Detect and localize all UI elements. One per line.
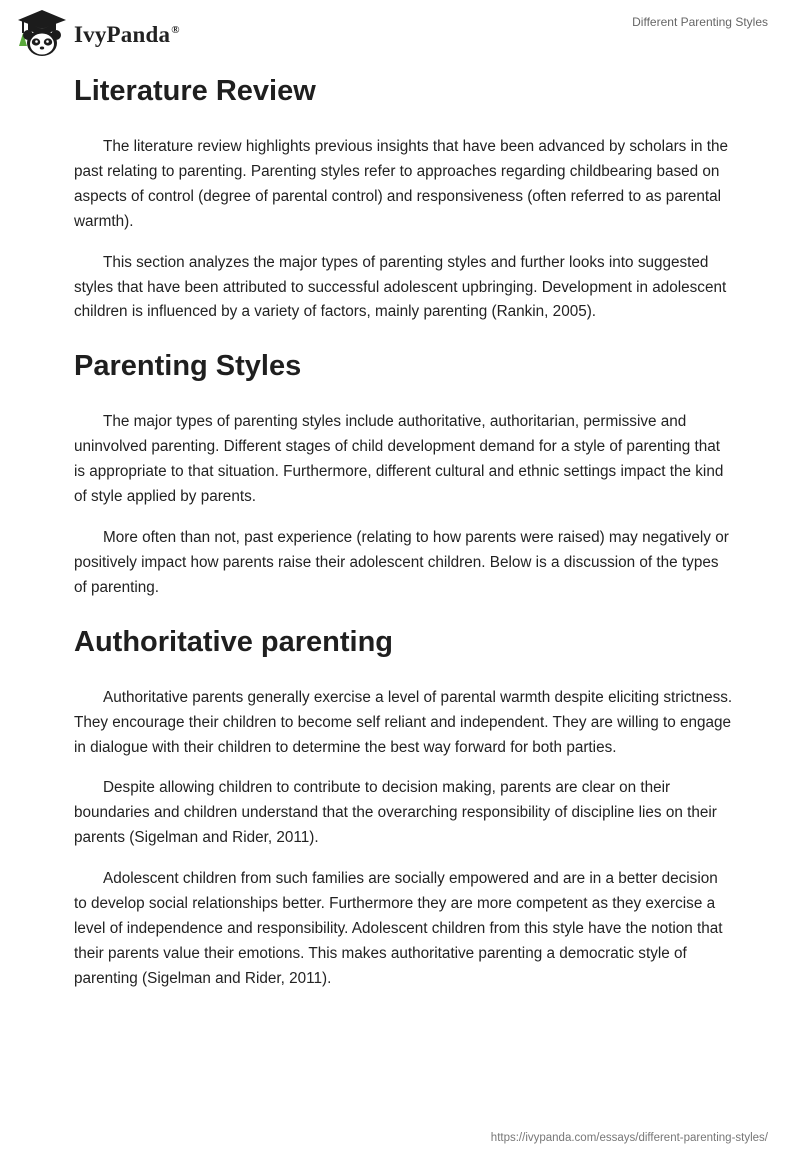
section-heading: Authoritative parenting: [74, 625, 394, 658]
essay-content: [74, 68, 734, 992]
brand-name: [74, 22, 180, 48]
document-title: Different Parenting Styles: [632, 15, 768, 29]
ivypanda-logo[interactable]: [16, 8, 180, 58]
paragraph: The major types of parenting styles include authoritative, authoritarian, permissive and uninvolved parenting. Different stages of child development demand for a style of parenting that is appropriate to that situation. Furthermore, different cultural and ethnic settings impact the kind of style applied by parents.: [74, 413, 724, 506]
paragraph: The literature review highlights previous insights that have been advanced by scholars in the past relating to parenting. Parenting styles refer to approaches regarding childbearing based on aspects of control (degree of parental control) and responsiveness (often referred to as parental warmth).: [74, 138, 728, 230]
paragraph: Despite allowing children to contribute to decision making, parents are clear on their boundaries and children understand that the overarching responsibility of discipline lies on their parents (Sigelman and Rider, 2011).: [74, 779, 717, 847]
section-heading: Parenting Styles: [74, 350, 302, 383]
paragraph: Authoritative parents generally exercise a level of parental warmth despite eliciting strictness. They encourage their children to become self reliant and independent. They are willing to engage in dialogue with their children to determine the best way forward for both parties.: [74, 688, 733, 756]
panda-graduate-icon: [16, 8, 68, 58]
paragraph: Adolescent children from such families are socially empowered and are in a better decision to develop social relationships better. Furthermore they are more competent as they exercise a level of independence and responsibility. Adolescent children from this style have the notion that their parents value their emotions. This makes authoritative parenting a democratic style of parenting (Sigelman and Rider, 2011).: [74, 870, 723, 987]
paragraph: This section analyzes the major types of parenting styles and further looks into suggested styles that have been attributed to successful adolescent upbringing. Development in adolescent children is influenced by a variety of factors, mainly parenting (Rankin, 2005).: [74, 253, 727, 321]
page-header: [0, 0, 800, 64]
registered-mark: ®: [171, 24, 180, 37]
section-heading: Literature Review: [74, 75, 316, 107]
source-url[interactable]: https://ivypanda.com/essays/different-parenting-styles/: [490, 1132, 768, 1144]
brand-text: IvyPanda: [74, 22, 171, 47]
paragraph: More often than not, past experience (relating to how parents were raised) may negatively or positively impact how parents raise their adolescent children. Below is a discussion of the types of parenting.: [74, 528, 729, 596]
